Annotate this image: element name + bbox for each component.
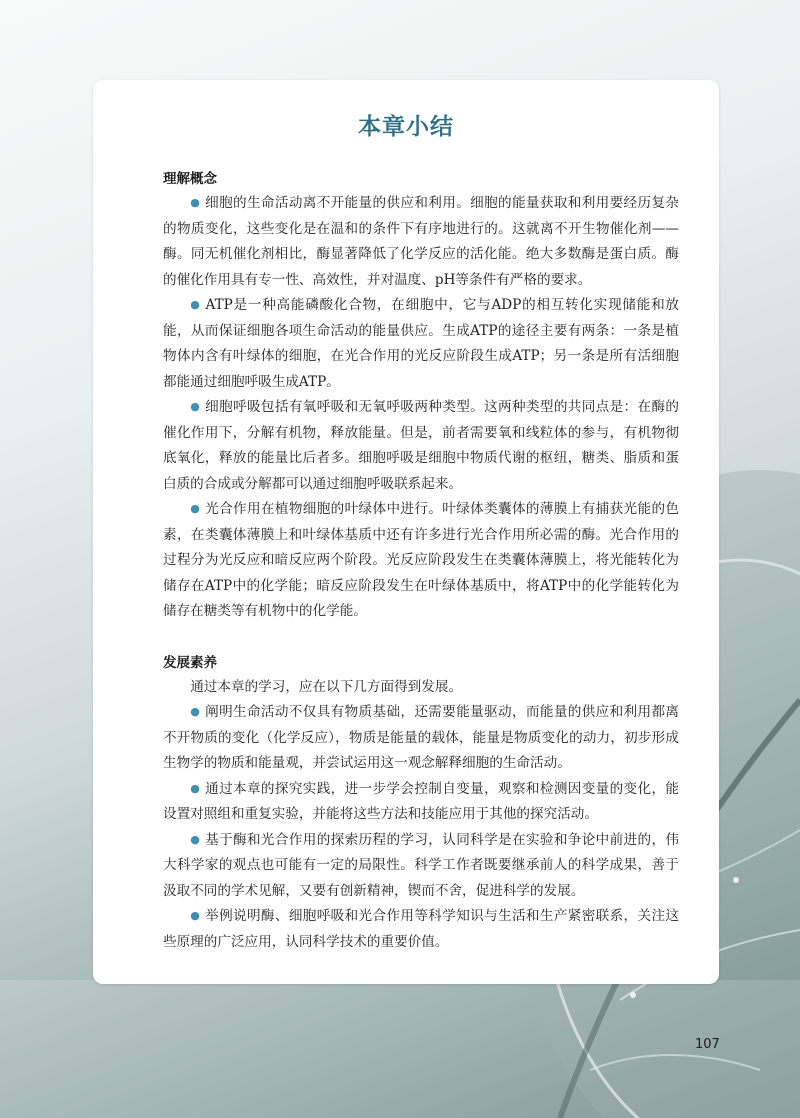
bullet-icon: ● [190,502,201,515]
bullet-icon: ● [190,400,201,413]
paragraph-text: 细胞的生命活动离不开能量的供应和利用。细胞的能量获取和利用要经历复杂的物质变化，这些变化是在温和的条件下有序地进行的。这就离不开生物催化剂——酶。同无机催化剂相比，酶显著降低了化学反应的活化能。绝大多数酶是蛋白质。酶的催化作用具有专一性、高效性，并对温度、pH等条件有严格的要求。 [163,195,679,288]
bullet-icon: ● [190,298,201,311]
bullet-icon: ● [190,909,201,922]
paragraph [163,904,679,955]
bullet-icon: ● [190,196,201,209]
sections-container [163,167,679,955]
summary-card [93,80,719,984]
paragraph-text: 基于酶和光合作用的探索历程的学习，认同科学是在实验和争论中前进的，伟大科学家的观点也可能有一定的局限性。科学工作者既要继承前人的科学成果，善于汲取不同的学术见解，又要有创新精神，锲而不舍，促进科学的发展。 [163,831,679,899]
page-title: 本章小结 [358,114,454,140]
paragraph-text: 通过本章的探究实践，进一步学会控制自变量，观察和检测因变量的变化，能设置对照组和重复实验，并能将这些方法和技能应用于其他的探究活动。 [163,780,679,822]
paragraph [163,700,679,777]
section-heading: 理解概念 [163,171,217,187]
paragraph-text: 细胞呼吸包括有氧呼吸和无氧呼吸两种类型。这两种类型的共同点是：在酶的催化作用下，分解有机物，释放能量。但是，前者需要氧和线粒体的参与，有机物彻底氧化，释放的能量比后者多。细胞呼吸是细胞中物质代谢的枢纽，糖类、脂质和蛋白质的合成或分解都可以通过细胞呼吸联系起来。 [163,399,679,492]
paragraph [163,395,679,497]
bullet-icon: ● [190,832,201,846]
bullet-icon: ● [190,781,201,795]
paragraph-text: ATP是一种高能磷酸化合物，在细胞中，它与ADP的相互转化实现储能和放能，从而保证细胞各项生命活动的能量供应。生成ATP的途径主要有两条：一条是植物体内含有叶绿体的细胞，在光合作用的光反应阶段生成ATP；另一条是所有活细胞都能通过细胞呼吸生成ATP。 [163,297,679,390]
section-heading: 发展素养 [163,654,217,671]
paragraph [163,777,679,828]
paragraph [163,191,679,293]
paragraph [163,828,679,905]
paragraph-text: 光合作用在植物细胞的叶绿体中进行。叶绿体类囊体的薄膜上有捕获光能的色素，在类囊体薄膜上和叶绿体基质中还有许多进行光合作用所必需的酶。光合作用的过程分为光反应和暗反应两个阶段。光反应阶段发生在类囊体薄膜上，将光能转化为储存在ATP中的化学能；暗反应阶段发生在叶绿体基质中，将ATP中的化学能转化为储存在糖类等有机物中的化学能。 [163,501,679,619]
paragraph [163,497,679,625]
paragraph-text: 举例说明酶、细胞呼吸和光合作用等科学知识与生活和生产紧密联系，关注这些原理的广泛应用，认同科学技术的重要价值。 [163,908,679,950]
paragraph-text: 阐明生命活动不仅具有物质基础，还需要能量驱动，而能量的供应和利用都离不开物质的变化（化学反应），物质是能量的载体，能量是物质变化的动力，初步形成生物学的物质和能量观，并尝试运用这一观念解释细胞的生命活动。 [163,704,679,771]
page-number: 107 [695,1037,720,1052]
paragraph-text: 通过本章的学习，应在以下几方面得到发展。 [190,678,463,695]
paragraph [163,675,679,701]
bullet-icon: ● [190,705,201,718]
paragraph [163,293,679,395]
